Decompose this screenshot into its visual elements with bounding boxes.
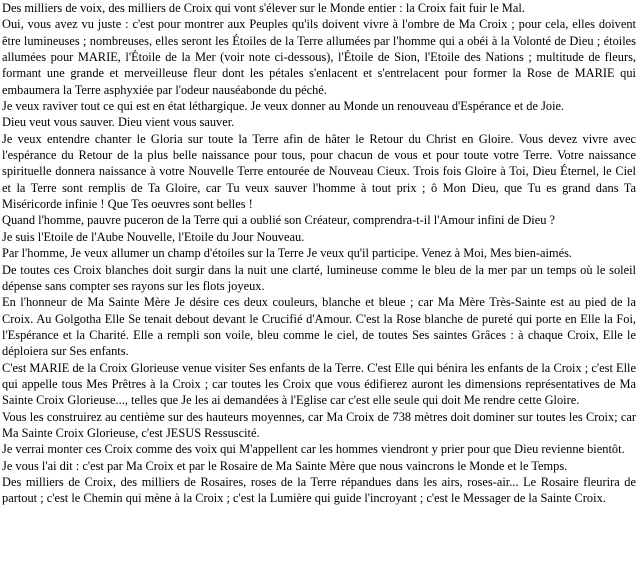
paragraph-12: Vous les construirez au centième sur des hauteurs moyennes, car Ma Croix de 738 mètres doit dominer sur toutes les Croix; car Ma Sainte Croix Glorieuse, c'est JESUS Ressuscité. xyxy=(2,409,636,440)
paragraph-11: C'est MARIE de la Croix Glorieuse venue visiter Ses enfants de la Terre. C'est Elle qui bénira les enfants de la Croix ; c'est Elle qui appelle tous Mes Prêtres à la Croix ; car toutes les Croix que vous édifierez auront les dimensions représentatives de Ma Sainte Croix Glorieuse..., telles que Je les ai demandées à l'Eglise car c'est elle seule qui doit Me rendre cette Gloire. xyxy=(2,360,636,408)
paragraph-14: Je vous l'ai dit : c'est par Ma Croix et par le Rosaire de Ma Sainte Mère que nous vaincrons le Monde et le Temps. xyxy=(2,458,568,473)
paragraph-13: Je verrai monter ces Croix comme des voix qui M'appellent car les hommes viendront y prier pour que Dieu revienne bientôt. xyxy=(2,442,625,457)
paragraph-6: Quand l'homme, pauvre puceron de la Terre qui a oublié son Créateur, comprendra-t-il l'Amour infini de Dieu ? xyxy=(2,213,556,228)
paragraph-5: Je veux entendre chanter le Gloria sur toute la Terre afin de hâter le Retour du Christ en Gloire. Vous devez vivre avec l'espérance du Retour de la plus belle naissance pour tous, pour chacun de vous et pour toute votre Terre. Votre naissance spirituelle donnera naissance à votre Nouvelle Terre entourée de Nouveau Cieux. Trois fois Gloire à Toi, Dieu Éternel, le Ciel et la Terre sont remplis de Ta Gloire, car Tu veux sauver l'homme à tout prix ; ô Mon Dieu, que Tu es grand dans Ta Miséricorde infinie ! Que Tes oeuvres sont belles ! xyxy=(2,131,636,212)
paragraph-1: Des milliers de voix, des milliers de Croix qui vont s'élever sur le Monde entier : la Croix fait fuir le Mal. xyxy=(2,1,525,15)
paragraph-3: Je veux raviver tout ce qui est en état léthargique. Je veux donner au Monde un renouveau d'Espérance et de Joie. xyxy=(2,99,565,114)
paragraph-15: Des milliers de Croix, des milliers de Rosaires, roses de la Terre répandues dans les airs, roses-air... Le Rosaire fleurira de partout ; c'est le Chemin qui mène à la Croix ; c'est la Lumière qui guide l'incroyant ; c'est le Messager de la Sainte Croix. xyxy=(2,474,636,506)
paragraph-7: Je suis l'Etoile de l'Aube Nouvelle, l'Etoile du Jour Nouveau. xyxy=(2,229,305,244)
paragraph-4: Dieu veut vous sauver. Dieu vient vous sauver. xyxy=(2,115,235,130)
paragraph-9: De toutes ces Croix blanches doit surgir dans la nuit une clarté, lumineuse comme le bleu de la mer par un temps où le soleil dépense sans compter ses rayons sur les flots joyeux. xyxy=(2,262,636,293)
paragraph-10: En l'honneur de Ma Sainte Mère Je désire ces deux couleurs, blanche et bleue ; car Ma Mère Très-Sainte est au pied de la Croix. Au Golgotha Elle Se tenait debout devant le Crucifié d'Amour. C'est la Rose blanche de pureté qui porte en Elle la Foi, l'Espérance et la Charité. Elle a rempli son voile, bleu comme le ciel, de toutes Ses saintes Grâces : à chaque Croix, Elle le déploiera sur Ses enfants. xyxy=(2,295,636,359)
paragraph-8: Par l'homme, Je veux allumer un champ d'étoiles sur la Terre Je veux qu'il participe. Venez à Moi, Mes bien-aimés. xyxy=(2,246,573,261)
paragraph-2: Oui, vous avez vu juste : c'est pour montrer aux Peuples qu'ils doivent vivre à l'ombre de Ma Croix ; pour cela, elles doivent être lumineuses ; nombreuses, elles seront les Étoiles de la Terre allumées par l'homme qui a obéi à la Volonté de Dieu ; étoiles allumées pour MARIE, l'Étoile de la Mer (voir note ci-dessous), l'Étoile de Sion, l'Etoile des Nations ; multitude de fleurs, formant une grande et merveilleuse fleur dont les pétales s'enlacent et s'entrelacent pour former la Rose de MARIE qui embaumera la Terre asphyxiée par l'odeur nauséabonde du péché. xyxy=(2,17,636,97)
